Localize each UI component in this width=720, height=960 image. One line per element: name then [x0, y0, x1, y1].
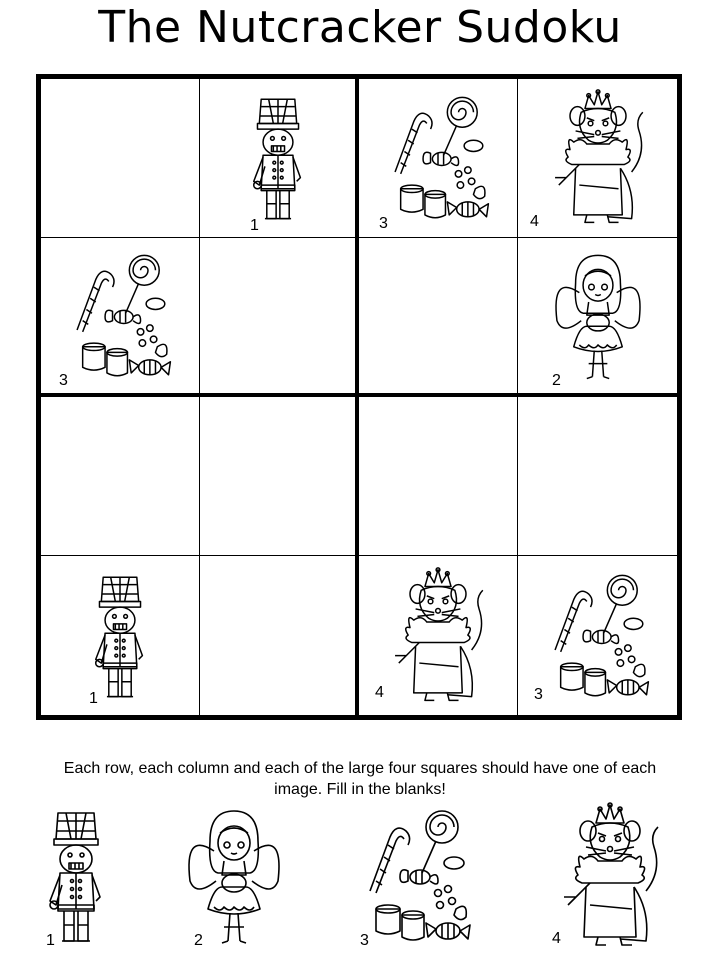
legend-item-mouse-king [540, 798, 680, 953]
cell-number: 3 [534, 686, 543, 703]
grid-cell-r4c2[interactable] [200, 556, 359, 715]
cell-number: 3 [379, 215, 388, 232]
instructions-line-1: Each row, each column and each of the large four squares should have one of each [63, 760, 657, 777]
grid-cell-r1c3 [359, 79, 518, 238]
legend-item-candy [346, 798, 486, 953]
candy-icon [538, 566, 658, 706]
grid-cell-r2c1 [41, 238, 200, 397]
grid-cell-r4c3 [359, 556, 518, 715]
grid-cell-r2c2[interactable] [200, 238, 359, 397]
candy-icon [356, 801, 476, 951]
grid-cell-r2c4 [518, 238, 677, 397]
cell-number: 2 [552, 372, 561, 389]
instructions-line-2: image. Fill in the blanks! [274, 781, 446, 798]
fairy-icon [174, 801, 294, 951]
grid-cell-r3c2[interactable] [200, 397, 359, 556]
legend-number: 4 [552, 930, 561, 947]
nutcracker-icon [16, 801, 136, 951]
grid-cell-r1c4 [518, 79, 677, 238]
cell-number: 4 [375, 684, 384, 701]
cell-number: 4 [530, 213, 539, 230]
cell-number: 1 [250, 217, 259, 234]
grid-cell-r4c4 [518, 556, 677, 715]
grid-cell-r4c1 [41, 556, 200, 715]
page-title: The Nutcracker Sudoku [98, 2, 622, 53]
nutcracker-icon [218, 88, 338, 228]
mouse-king-icon [538, 88, 658, 228]
grid-cell-r2c3[interactable] [359, 238, 518, 397]
grid-cell-r3c4[interactable] [518, 397, 677, 556]
grid-cell-r3c1[interactable] [41, 397, 200, 556]
legend-number: 3 [360, 932, 369, 949]
cell-number: 1 [89, 690, 98, 707]
legend-number: 1 [46, 932, 55, 949]
nutcracker-icon [60, 566, 180, 706]
mouse-king-icon [378, 566, 498, 706]
sudoku-grid [36, 74, 682, 720]
mouse-king-icon [550, 801, 670, 951]
candy-icon [378, 88, 498, 228]
grid-cell-r1c1[interactable] [41, 79, 200, 238]
cell-number: 3 [59, 372, 68, 389]
legend-number: 2 [194, 932, 203, 949]
grid-cell-r1c2 [200, 79, 359, 238]
instructions [0, 758, 720, 800]
legend-item-fairy [164, 798, 304, 953]
fairy-icon [538, 246, 658, 386]
grid-cell-r3c3[interactable] [359, 397, 518, 556]
candy-icon [60, 246, 180, 386]
legend-item-nutcracker [6, 798, 146, 953]
